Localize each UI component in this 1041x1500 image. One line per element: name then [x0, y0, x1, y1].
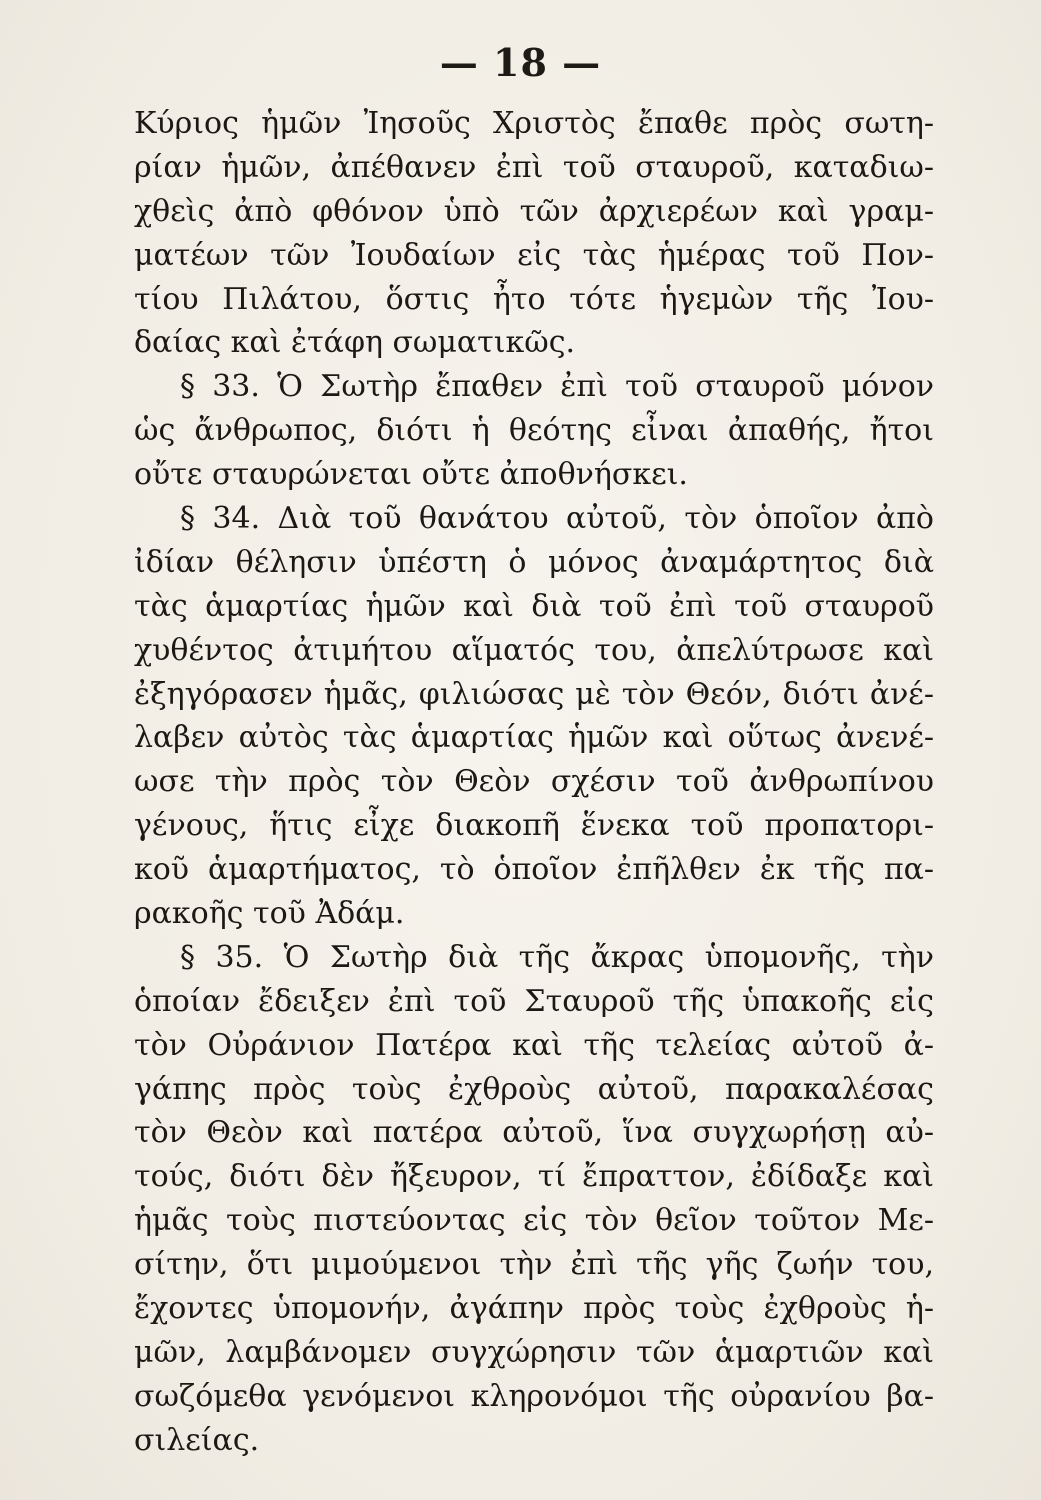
text-line: δαίας καὶ ἐτάφη σωματικῶς.	[134, 325, 576, 361]
text-line: ρίαν ἡμῶν, ἀπέθανεν ἐπὶ τοῦ σταυροῦ, καταδιω-	[134, 149, 934, 185]
text-line: ἔχοντες ὑπομονήν, ἀγάπην πρὸς τοὺς ἐχθροὺς ἡ-	[134, 1291, 934, 1327]
paragraph-33-start: § 33. Ὁ Σωτὴρ ἔπαθεν ἐπὶ τοῦ σταυροῦ μόνον	[180, 369, 934, 405]
text-line: τούς, διότι δὲν ἤξευρον, τί ἔπραττον, ἐδίδαξε καὶ	[134, 1159, 934, 1195]
text-line: ἡμᾶς τοὺς πιστεύοντας εἰς τὸν θεῖον τοῦτον Με-	[134, 1203, 934, 1239]
text-line: γένους, ἥτις εἶχε διακοπῆ ἕνεκα τοῦ προπατορι-	[134, 808, 934, 844]
text-line: ἰδίαν θέλησιν ὑπέστη ὁ μόνος ἀναμάρτητος διὰ	[134, 544, 934, 580]
paragraph-34-start: § 34. Διὰ τοῦ θανάτου αὐτοῦ, τὸν ὁποῖον ἀπὸ	[180, 501, 934, 537]
text-line: τὸν Θεὸν καὶ πατέρα αὐτοῦ, ἵνα συγχωρήσῃ αὐ-	[134, 1115, 934, 1151]
text-line: κοῦ ἁμαρτήματος, τὸ ὁποῖον ἐπῆλθεν ἐκ τῆς πα-	[134, 852, 934, 888]
text-line: τίου Πιλάτου, ὅστις ἦτο τότε ἡγεμὼν τῆς Ἰου-	[134, 281, 934, 317]
text-line: Κύριος ἡμῶν Ἰησοῦς Χριστὸς ἔπαθε πρὸς σωτη-	[134, 106, 934, 141]
text-line: χυθέντος ἀτιμήτου αἵματός του, ἀπελύτρωσε καὶ	[134, 632, 934, 668]
text-line: σίτην, ὅτι μιμούμενοι τὴν ἐπὶ τῆς γῆς ζωήν του,	[134, 1247, 934, 1283]
text-line: γάπης πρὸς τοὺς ἐχθροὺς αὐτοῦ, παρακαλέσας	[134, 1071, 934, 1107]
text-line: οὔτε σταυρώνεται οὔτε ἀποθνήσκει.	[134, 457, 688, 493]
text-line: χθεὶς ἀπὸ φθόνον ὑπὸ τῶν ἀρχιερέων καὶ γραμ-	[134, 193, 934, 229]
page-number: — 18 —	[439, 40, 602, 85]
text-line: λαβεν αὐτὸς τὰς ἁμαρτίας ἡμῶν καὶ οὕτως ἀνενέ-	[134, 720, 934, 756]
text-line: σωζόμεθα γενόμενοι κληρονόμοι τῆς οὐρανίου βα-	[134, 1378, 934, 1414]
text-line: μῶν, λαμβάνομεν συγχώρησιν τῶν ἁμαρτιῶν καὶ	[134, 1334, 934, 1370]
text-line: ἐξηγόρασεν ἡμᾶς, φιλιώσας μὲ τὸν Θεόν, διότι ἀνέ-	[134, 676, 934, 712]
text-line: σιλείας.	[134, 1422, 260, 1458]
text-line: τὰς ἁμαρτίας ἡμῶν καὶ διὰ τοῦ ἐπὶ τοῦ σταυροῦ	[134, 588, 934, 624]
text-line: ὁποίαν ἔδειξεν ἐπὶ τοῦ Σταυροῦ τῆς ὑπακοῆς εἰς	[134, 983, 934, 1019]
text-line: ματέων τῶν Ἰουδαίων εἰς τὰς ἡμέρας τοῦ Πον-	[134, 237, 934, 273]
body-text	[134, 102, 934, 1463]
text-line: ωσε τὴν πρὸς τὸν Θεὸν σχέσιν τοῦ ἀνθρωπίνου	[134, 764, 934, 800]
text-line: ρακοῆς τοῦ Ἀδάμ.	[134, 896, 405, 932]
paragraph-35-start: § 35. Ὁ Σωτὴρ διὰ τῆς ἄκρας ὑπομονῆς, τὴν	[180, 939, 934, 975]
text-line: ὡς ἄνθρωπος, διότι ἡ θεότης εἶναι ἀπαθής, ἤτοι	[134, 413, 934, 449]
text-line: τὸν Οὐράνιον Πατέρα καὶ τῆς τελείας αὐτοῦ ἀ-	[134, 1027, 934, 1063]
